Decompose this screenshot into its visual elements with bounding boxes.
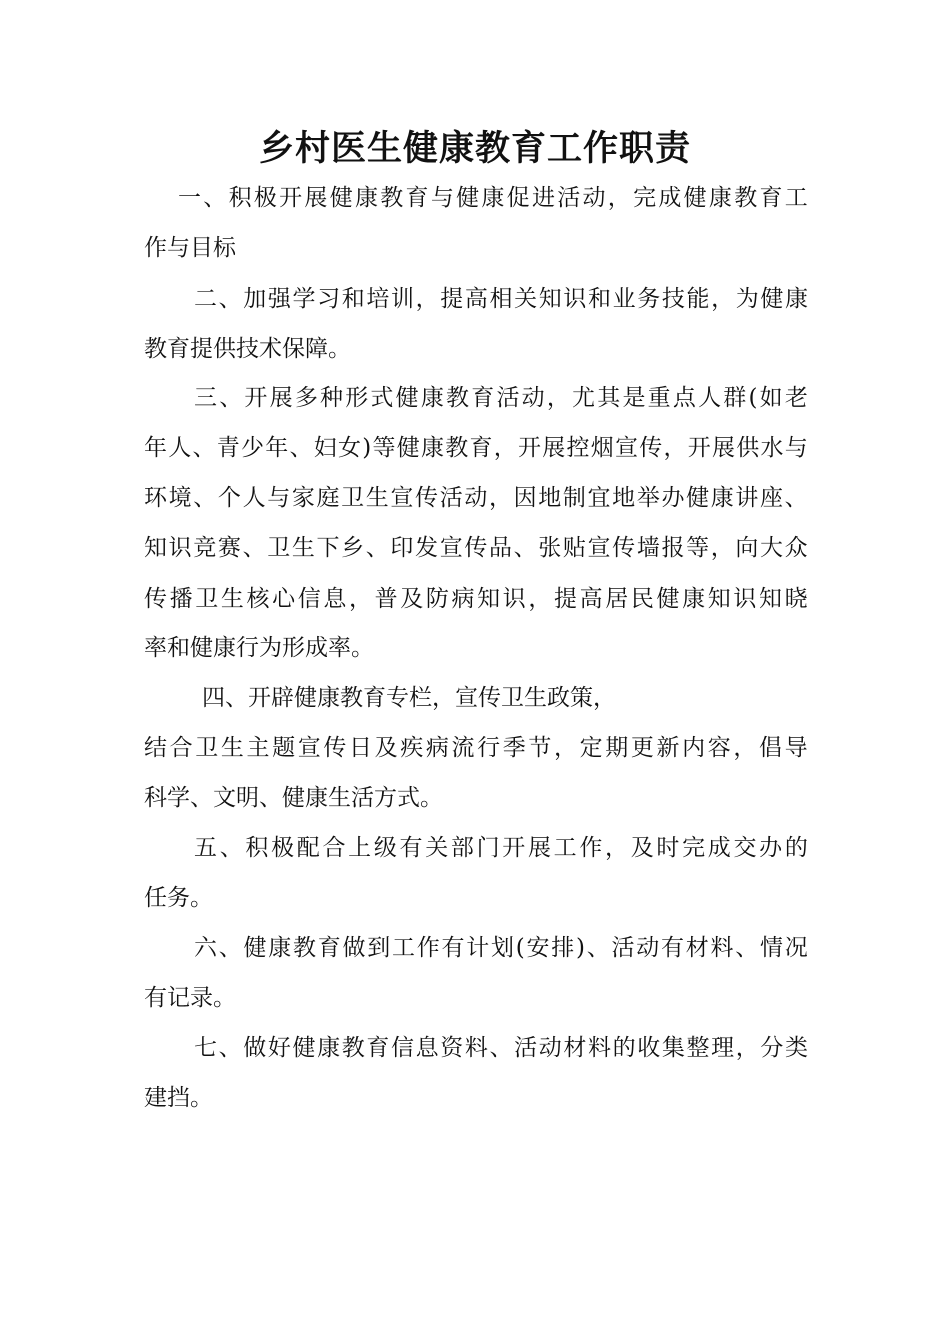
document-title: 乡村医生健康教育工作职责 <box>258 128 691 169</box>
paragraph-line: 科学、文明、健康生活方式。 <box>144 785 443 811</box>
paragraph-line: 传 播 卫 生 核 心 信 息 ， 普 及 防 病 知 识 ， 提 高 居 民 健 康 知 识 知 晓 <box>144 586 808 612</box>
paragraph-line: 环 境 、 个 人 与 家 庭 卫 生 宣 传 活 动 ， 因 地 制 宜 地 举 办 健 康 讲 座 、 <box>144 485 808 511</box>
paragraph-line: 作与目标 <box>144 235 236 261</box>
paragraph-line: 五 、 积 极 配 合 上 级 有 关 部 门 开 展 工 作 ， 及 时 完 成 交 办 的 <box>194 835 808 861</box>
paragraph-line: 三 、 开 展 多 种 形 式 健 康 教 育 活 动 ， 尤 其 是 重 点 人 群 ( 如 老 <box>194 385 808 411</box>
paragraph-line: 四、开辟健康教育专栏，宣传卫生政策， <box>202 685 616 711</box>
paragraph-line: 结 合 卫 生 主 题 宣 传 日 及 疾 病 流 行 季 节 ， 定 期 更 新 内 容 ， 倡 导 <box>144 735 808 761</box>
paragraph-line: 教育提供技术保障。 <box>144 336 351 362</box>
paragraph-line: 知 识 竞 赛 、 卫 生 下 乡 、 印 发 宣 传 品 、 张 贴 宣 传 墙 报 等 ， 向 大 众 <box>144 535 808 561</box>
paragraph-line: 七 、 做 好 健 康 教 育 信 息 资 料 、 活 动 材 料 的 收 集 整 理 ， 分 类 <box>194 1035 808 1061</box>
paragraph-line: 二 、 加 强 学 习 和 培 训 ， 提 高 相 关 知 识 和 业 务 技 能 ， 为 健 康 <box>194 286 808 312</box>
paragraph-line: 任务。 <box>144 885 213 911</box>
paragraph-line: 一 、 积 极 开 展 健 康 教 育 与 健 康 促 进 活 动 ， 完 成 健 康 教 育 工 <box>178 185 808 211</box>
paragraph-line: 建挡。 <box>144 1085 213 1111</box>
paragraph-line: 有记录。 <box>144 985 236 1011</box>
paragraph-line: 率和健康行为形成率。 <box>144 635 374 661</box>
paragraph-line: 年 人 、 青 少 年 、 妇 女 ) 等 健 康 教 育 ， 开 展 控 烟 宣 传 ， 开 展 供 水 与 <box>144 435 808 461</box>
paragraph-line: 六 、 健 康 教 育 做 到 工 作 有 计 划 ( 安 排 ) 、 活 动 有 材 料 、 情 况 <box>194 935 808 961</box>
